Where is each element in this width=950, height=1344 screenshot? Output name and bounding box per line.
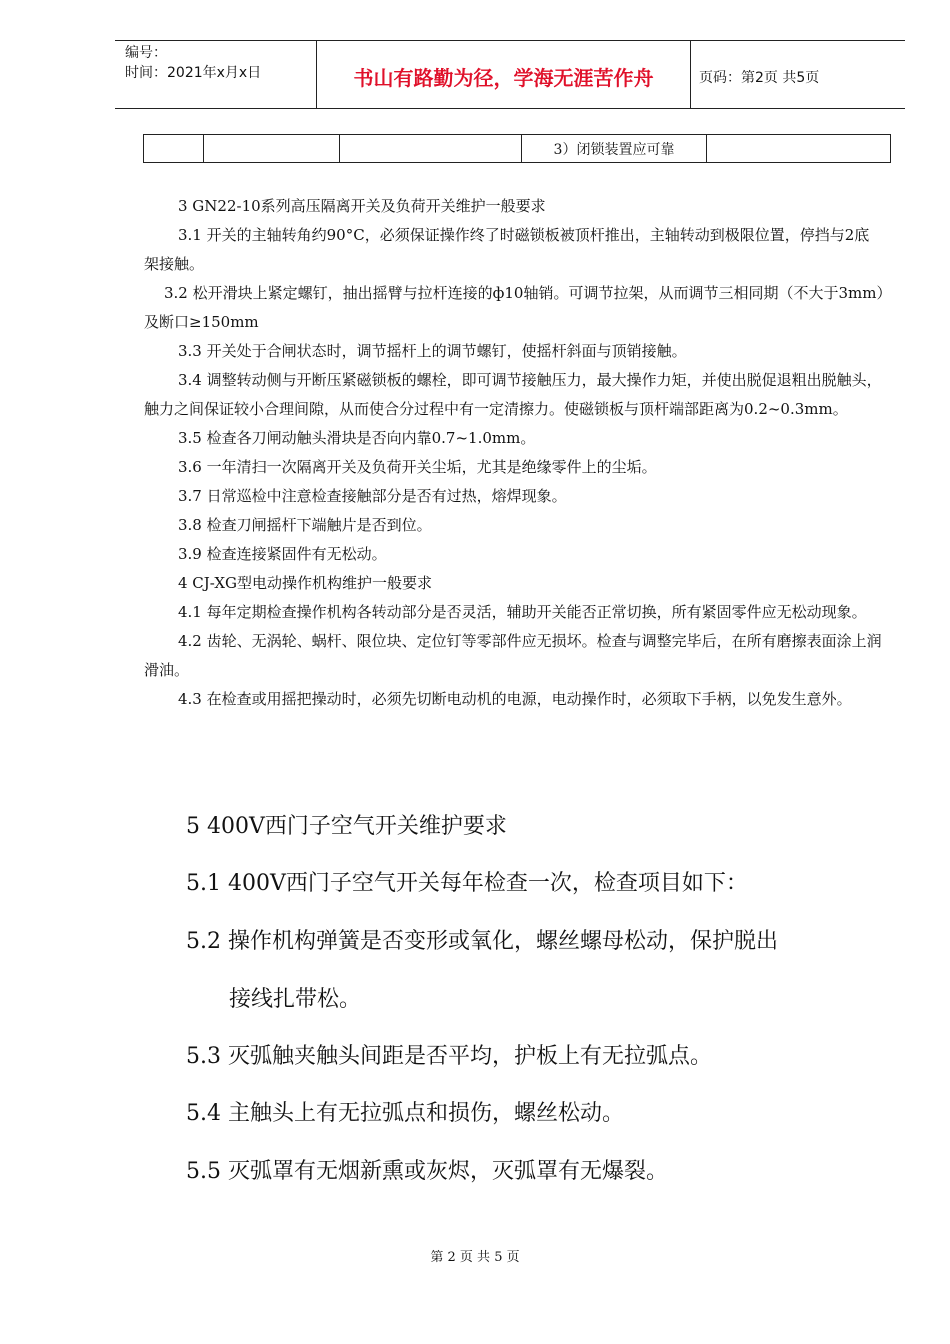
table-cell — [204, 135, 340, 163]
paragraph-5-2-cont: 接线扎带松。 — [229, 987, 362, 1012]
table-row — [144, 135, 891, 163]
table-cell — [707, 135, 891, 163]
header-motto: 书山有路勤为径，学海无涯苦作舟 — [316, 41, 691, 108]
header-meta — [115, 41, 316, 108]
table-cell: 3）闭锁装置应可靠 — [522, 135, 707, 163]
paragraph-5-3: 5.3 灭弧触夹触头间距是否平均，护板上有无拉弧点。 — [186, 1044, 712, 1069]
document-body — [144, 192, 884, 714]
page-header — [115, 40, 905, 109]
paragraph-4-1: 4.1 每年定期检查操作机构各转动部分是否灵活，辅助开关能否正常切换，所有紧固零件应无松动现象。 — [178, 603, 867, 621]
page-footer: 第 2 页 共 5 页 — [430, 1250, 520, 1265]
table-cell — [340, 135, 522, 163]
paragraph-5-5: 5.5 灭弧罩有无烟新熏或灰烬，灭弧罩有无爆裂。 — [186, 1159, 668, 1184]
paragraph-3-9: 3.9 检查连接紧固件有无松动。 — [178, 545, 387, 563]
time-label: 时间：2021年x月x日 — [125, 65, 262, 81]
section-heading-4: 4 CJ-XG型电动操作机构维护一般要求 — [178, 574, 432, 592]
paragraph-5-2: 5.2 操作机构弹簧是否变形或氧化，螺丝螺母松动，保护脱出 — [186, 929, 778, 954]
paragraph-3-4: 3.4 调整转动侧与开断压紧磁锁板的螺栓，即可调节接触压力，最大操作力矩，并使出脱促退粗出脱触头，触力之间保证较小合理间隙，从而使合分过程中有一定清擦力。使磁锁板与顶杆端部距离为0.2~0.3mm。 — [144, 371, 882, 418]
paragraph-3-1: 3.1 开关的主轴转角约90°C，必须保证操作终了时磁锁板被顶杆推出，主轴转动到极限位置，停挡与2底架接触。 — [144, 226, 870, 273]
paragraph-3-8: 3.8 检查刀闸摇杆下端触片是否到位。 — [178, 516, 432, 534]
table-cell — [144, 135, 204, 163]
paragraph-3-3: 3.3 开关处于合闸状态时，调节摇杆上的调节螺钉，使摇杆斜面与顶销接触。 — [178, 342, 687, 360]
number-label: 编号： — [125, 45, 167, 61]
paragraph-3-7: 3.7 日常巡检中注意检查接触部分是否有过热，熔焊现象。 — [178, 487, 567, 505]
section-heading-3: 3 GN22-10系列高压隔离开关及负荷开关维护一般要求 — [178, 197, 546, 215]
header-page-label: 页码：第2页 共5页 — [699, 69, 820, 86]
paragraph-4-3: 4.3 在检查或用摇把操动时，必须先切断电动机的电源，电动操作时，必须取下手柄，以免发生意外。 — [178, 690, 852, 708]
continued-table — [143, 134, 891, 163]
paragraph-3-6: 3.6 一年清扫一次隔离开关及负荷开关尘垢，尤其是绝缘零件上的尘垢。 — [178, 458, 657, 476]
paragraph-4-2: 4.2 齿轮、无涡轮、蜗杆、限位块、定位钉等零部件应无损坏。检查与调整完毕后，在所有磨擦表面涂上润滑油。 — [144, 632, 882, 679]
paragraph-5-1: 5.1 400V西门子空气开关每年检查一次，检查项目如下： — [186, 871, 748, 896]
paragraph-3-2: 3.2 松开滑块上紧定螺钉，抽出摇臂与拉杆连接的ф10轴销。可调节拉架，从而调节三相同期（不大于3mm）及断口≥150mm — [144, 284, 884, 331]
paragraph-5-4: 5.4 主触头上有无拉弧点和损伤，螺丝松动。 — [186, 1101, 624, 1126]
paragraph-3-5: 3.5 检查各刀闸动触头滑块是否向内靠0.7~1.0mm。 — [178, 429, 536, 447]
section-heading-5: 5 400V西门子空气开关维护要求 — [186, 814, 507, 839]
